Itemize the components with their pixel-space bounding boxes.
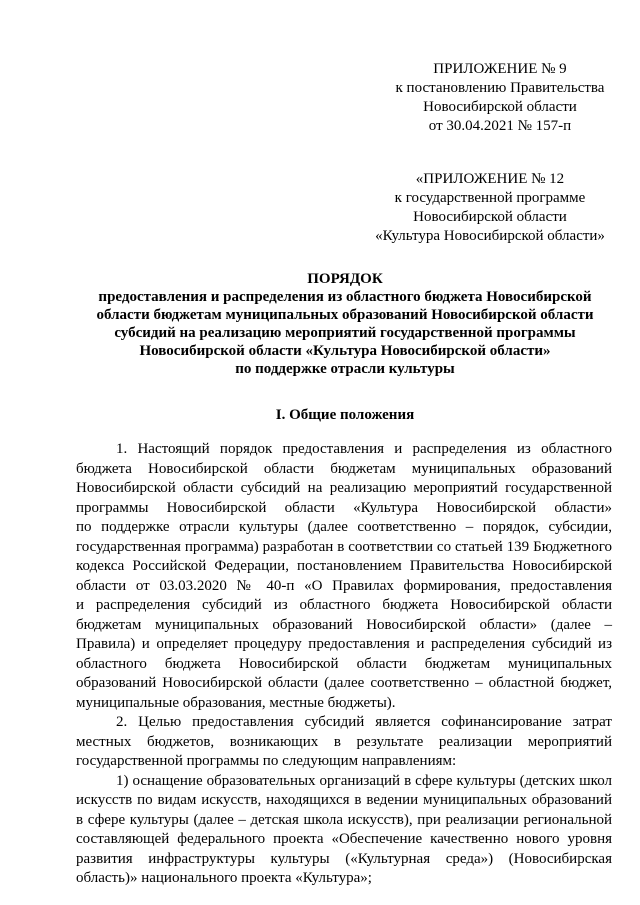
title-line-3: области бюджетам муниципальных образований Новосибирской области	[96, 307, 594, 323]
body-line: кодекса Российской Федерации, постановлением Правительства Новосибирской	[76, 558, 612, 574]
title-line-5: Новосибирской области «Культура Новосибирской области»	[139, 343, 551, 359]
body-line: составляющей федерального проекта «Обеспечение качественно нового уровня	[76, 831, 612, 847]
appendix-9-date: от 30.04.2021 № 157-п	[428, 118, 572, 134]
body-line: местных бюджетов, возникающих в результате реализации мероприятий	[76, 733, 612, 750]
appendix-12-program-name: «Культура Новосибирской области»	[375, 228, 605, 244]
document-title	[70, 270, 620, 378]
body-line: государственной программы по следующим направлениям:	[76, 753, 457, 769]
title-line-1: ПОРЯДОК	[307, 271, 383, 287]
body-line: области от 03.03.2020 № 40-п «О Правилах формирования, предоставления	[76, 577, 612, 594]
body-line: Правила) и определяет процедуру предоставления и распределения субсидий из	[76, 636, 612, 652]
body-line: областного бюджета Новосибирской области бюджетам муниципальных	[76, 655, 612, 672]
body-line: 1) оснащение образовательных организаций в сфере культуры (детских школ	[116, 772, 612, 789]
body-line: образований Новосибирской области (далее соответственно – областной бюджет,	[76, 675, 612, 691]
title-line-4: субсидий на реализацию мероприятий государственной программы	[114, 325, 576, 341]
appendix-9-header	[380, 60, 620, 136]
section-body	[76, 440, 612, 889]
appendix-12-header	[360, 170, 620, 246]
appendix-12-region: Новосибирской области	[413, 209, 567, 225]
body-line: 1. Настоящий порядок предоставления и распределения из областного	[116, 441, 612, 457]
appendix-9-resolution: к постановлению Правительства	[395, 80, 605, 96]
body-line: Новосибирской области субсидий на реализацию мероприятий государственной	[76, 480, 612, 496]
body-line: развития инфраструктуры культуры («Культурная среда») (Новосибирская	[76, 850, 612, 867]
body-line: 2. Целью предоставления субсидий является софинансирование затрат	[116, 714, 612, 730]
appendix-9-region: Новосибирской области	[423, 99, 577, 115]
body-line: государственная программа) разработан в соответствии со статьей 139 Бюджетного	[76, 538, 612, 555]
body-line: в сфере культуры (далее – детская школа искусств), при реализации региональной	[76, 811, 612, 828]
appendix-9-title: ПРИЛОЖЕНИЕ № 9	[433, 61, 567, 77]
body-line: область)» национального проекта «Культура»;	[76, 870, 372, 886]
body-line: и распределения субсидий из областного бюджета Новосибирской области	[76, 597, 612, 613]
body-line: муниципальные образования, местные бюджеты).	[76, 694, 396, 711]
body-line: программы Новосибирской области «Культура Новосибирской области»	[76, 499, 612, 516]
title-line-6: по поддержке отрасли культуры	[235, 361, 455, 377]
appendix-12-title: «ПРИЛОЖЕНИЕ № 12	[415, 171, 565, 187]
body-line: бюджета Новосибирской области бюджетам муниципальных образований	[76, 460, 612, 477]
body-line: по поддержке отрасли культуры (далее соответственно – порядок, субсидии,	[76, 519, 612, 535]
body-line: искусств по видам искусств, находящихся в ведении муниципальных образований	[76, 792, 612, 808]
section-heading: I. Общие положения	[275, 407, 415, 423]
title-line-2: предоставления и распределения из областного бюджета Новосибирской	[98, 289, 592, 305]
appendix-12-program: к государственной программе	[394, 190, 586, 206]
body-line: бюджетам муниципальных образований Новосибирской области» (далее –	[76, 616, 612, 633]
